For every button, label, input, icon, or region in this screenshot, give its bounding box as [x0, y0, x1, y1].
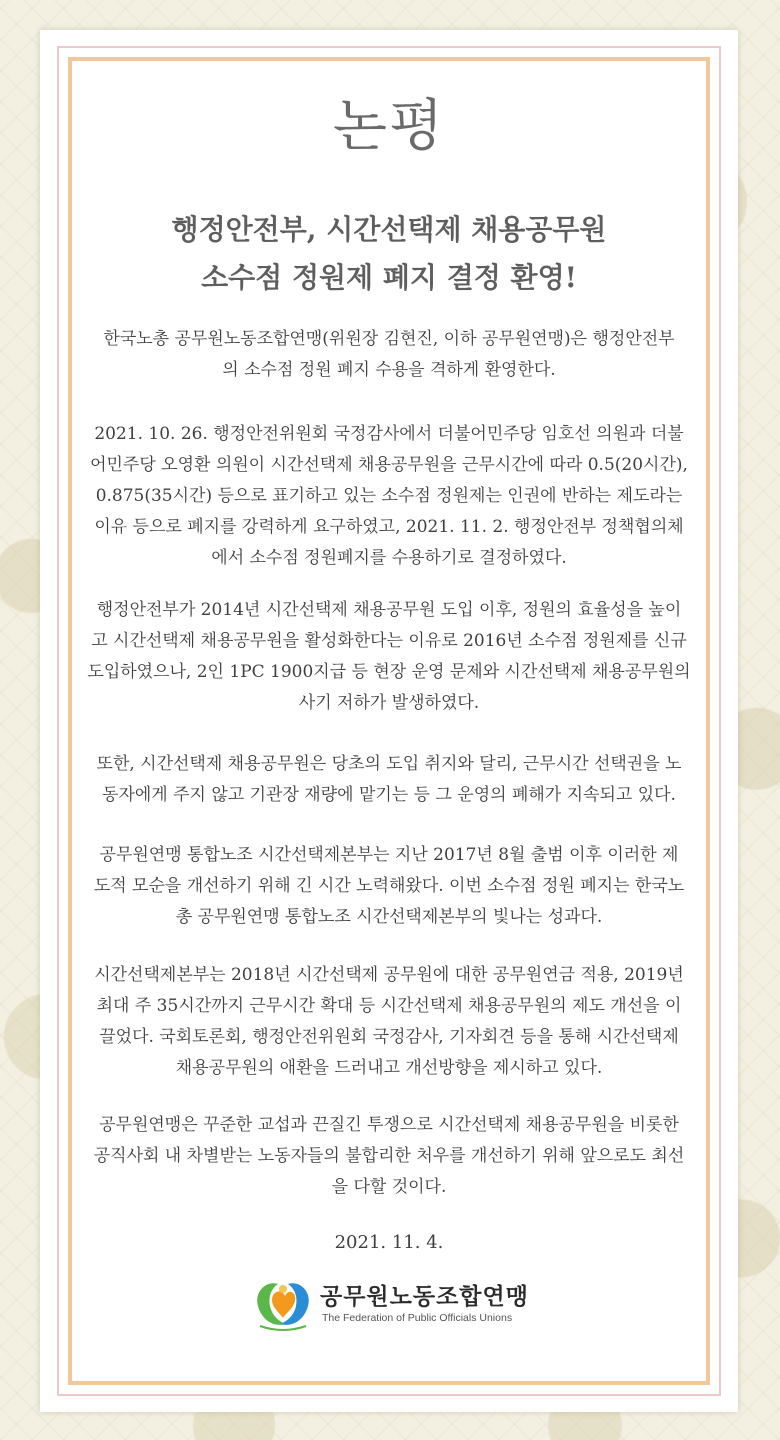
paragraph-5: [40, 840, 738, 933]
paragraph-6: [40, 960, 738, 1084]
document-paper: [40, 30, 738, 1412]
paragraph-line: 사기 저하가 발생하였다.: [298, 693, 480, 713]
paragraph-line: 최대 주 35시간까지 근무시간 확대 등 시간선택제 채용공무원의 제도 개선을 이: [96, 996, 682, 1016]
federation-english-name: The Federation of Public Officials Unions: [322, 1312, 513, 1324]
paragraph-line: 행정안전부가 2014년 시간선택제 채용공무원 도입 이후, 정원의 효율성을 높이: [96, 600, 682, 620]
document-date: 2021. 11. 4.: [334, 1232, 444, 1253]
paragraph-line: 또한, 시간선택제 채용공무원은 당초의 도입 취지와 달리, 근무시간 선택권을 노: [96, 754, 682, 774]
paragraph-line: 공무원연맹 통합노조 시간선택제본부는 지난 2017년 8월 출범 이후 이러한 제: [99, 845, 679, 865]
federation-emblem-icon: [252, 1276, 314, 1332]
subtitle-line: 행정안전부, 시간선택제 채용공무원: [171, 213, 607, 246]
paragraph-line: 공직사회 내 차별받는 노동자들의 불합리한 처우를 개선하기 위해 앞으로도 최선: [93, 1146, 685, 1166]
paragraph-line: 시간선택제본부는 2018년 시간선택제 공무원에 대한 공무원연금 적용, 2019년: [94, 965, 684, 985]
document-subtitle: [40, 206, 738, 302]
paragraph-line: 0.875(35시간) 등으로 표기하고 있는 소수점 정원제는 인권에 반하는 제도라는: [95, 486, 683, 506]
paragraph-7: [40, 1110, 738, 1203]
paragraph-line: 한국노총 공무원노동조합연맹(위원장 김현진, 이하 공무원연맹)은 행정안전부: [103, 329, 675, 349]
document-content: [40, 30, 738, 1412]
paragraph-1: [40, 324, 738, 386]
paragraph-line: 의 소수점 정원 폐지 수용을 격하게 환영한다.: [222, 360, 556, 380]
paragraph-line: 공무원연맹은 꾸준한 교섭과 끈질긴 투쟁으로 시간선택제 채용공무원을 비롯한: [99, 1115, 679, 1135]
paragraph-2: [40, 419, 738, 574]
paragraph-line: 채용공무원의 애환을 드러내고 개선방향을 제시하고 있다.: [175, 1058, 603, 1078]
subtitle-line: 소수점 정원제 폐지 결정 환영!: [201, 261, 577, 294]
paragraph-line: 이유 등으로 폐지를 강력하게 요구하였고, 2021. 11. 2. 행정안전부 정책협의체: [94, 517, 684, 537]
paragraph-line: 어민주당 오영환 의원이 시간선택제 채용공무원을 근무시간에 따라 0.5(20시간),: [90, 455, 688, 475]
document-heading: 논평: [332, 94, 446, 159]
paragraph-line: 동자에게 주지 않고 기관장 재량에 맡기는 등 그 운영의 폐해가 지속되고 있다.: [102, 785, 676, 805]
paragraph-line: 에서 소수점 정원폐지를 수용하기로 결정하였다.: [211, 548, 567, 568]
paragraph-line: 끌었다. 국회토론회, 행정안전위원회 국정감사, 기자회견 등을 통해 시간선택제: [99, 1027, 679, 1047]
paragraph-line: 고 시간선택제 채용공무원을 활성화한다는 이유로 2016년 소수점 정원제를 신규: [91, 631, 687, 651]
paragraph-line: 2021. 10. 26. 행정안전위원회 국정감사에서 더불어민주당 임호선 의원과 더불: [94, 424, 684, 444]
paragraph-line: 총 공무원연맹 통합노조 시간선택제본부의 빛나는 성과다.: [175, 907, 603, 927]
paragraph-line: 을 다할 것이다.: [331, 1177, 447, 1197]
paragraph-line: 도적 모순을 개선하기 위해 긴 시간 노력해왔다. 이번 소수점 정원 폐지는 한국노: [93, 876, 685, 896]
federation-logo: [252, 1276, 532, 1336]
paragraph-4: [40, 749, 738, 811]
paragraph-3: [40, 595, 738, 719]
federation-name: 공무원노동조합연맹: [320, 1284, 529, 1310]
paragraph-line: 도입하였으나, 2인 1PC 1900지급 등 현장 운영 문제와 시간선택제 채용공무원의: [87, 662, 691, 682]
